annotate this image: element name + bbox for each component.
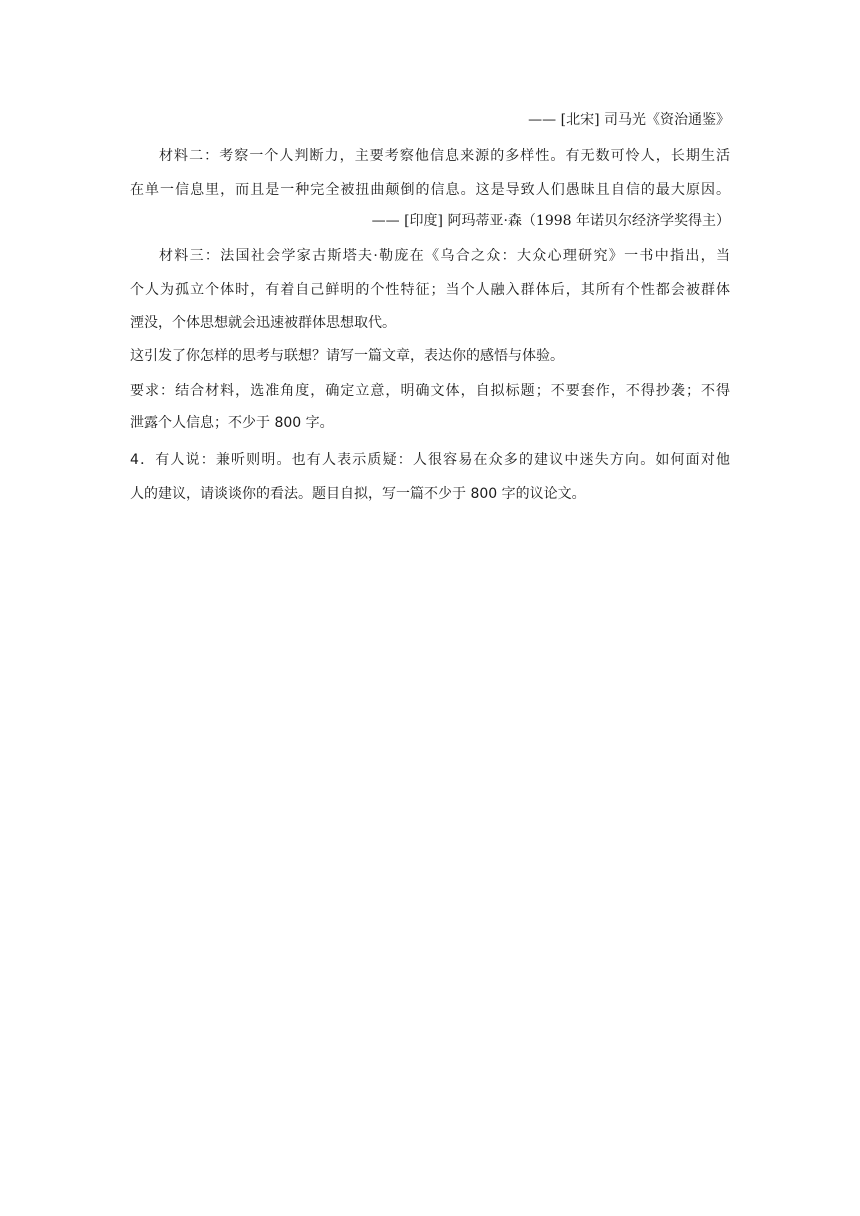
question-4-line-2: 人的建议，请谈谈你的看法。题目自拟，写一篇不少于 800 字的议论文。 [130,486,586,502]
material-three-line-2: 个人为孤立个体时，有着自己鲜明的个性特征；当个人融入群体后，其所有个性都会被群体 [130,282,730,298]
material-three-line-3: 湮没，个体思想就会迅速被群体思想取代。 [130,315,396,331]
material-three-line-1: 材料三：法国社会学家古斯塔夫·勒庞在《乌合之众：大众心理研究》一书中指出，当 [159,248,730,264]
requirements-line-1: 要求：结合材料，选准角度，确定立意，明确文体，自拟标题；不要套作，不得抄袭；不得 [130,383,730,399]
source-attribution-sima-guang: —— [北宋] 司马光《资治通鉴》 [528,112,730,128]
question-4-line-1: 4．有人说：兼听则明。也有人表示质疑：人很容易在众多的建议中迷失方向。如何面对他 [130,452,730,468]
material-two-line-2: 在单一信息里，而且是一种完全被扭曲颠倒的信息。这是导致人们愚昧且自信的最大原因。 [130,182,730,198]
material-two-line-1: 材料二：考察一个人判断力，主要考察他信息来源的多样性。有无数可怜人，长期生活 [159,148,730,164]
requirements-line-2: 泄露个人信息；不少于 800 字。 [130,415,334,431]
source-attribution-amartya-sen: —— [印度] 阿玛蒂亚·森（1998 年诺贝尔经济学奖得主） [371,213,730,229]
essay-prompt: 这引发了你怎样的思考与联想？请写一篇文章，表达你的感悟与体验。 [130,348,564,364]
